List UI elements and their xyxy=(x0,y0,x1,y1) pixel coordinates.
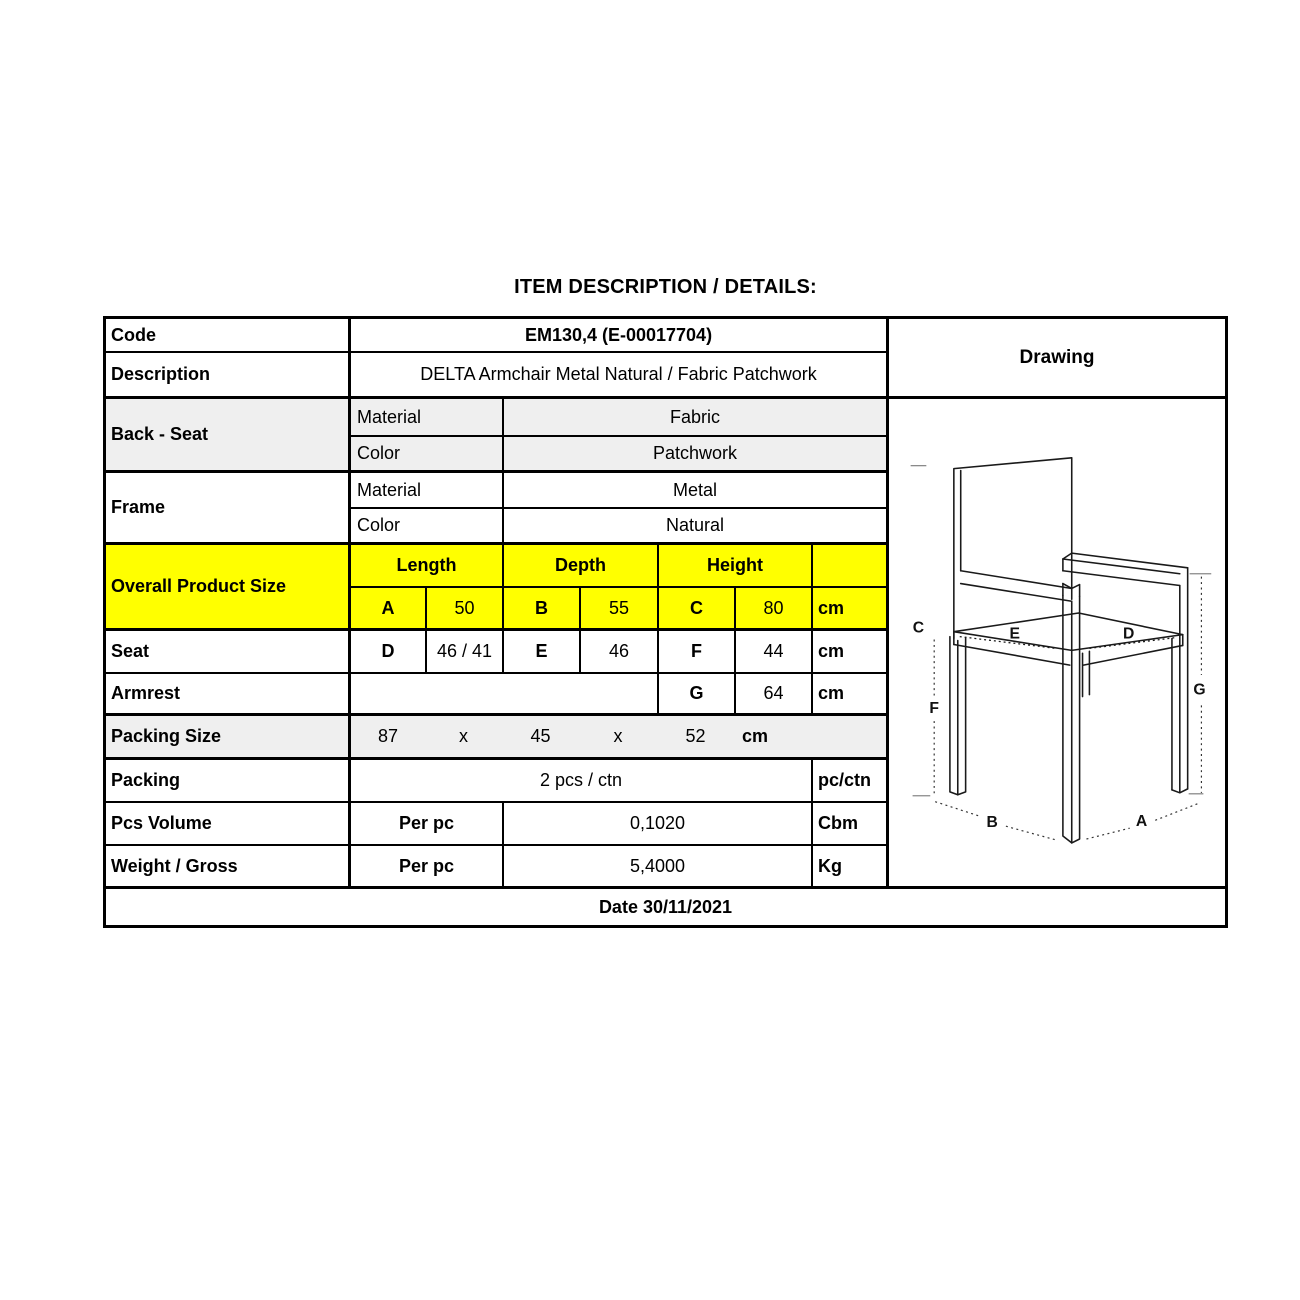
back-seat-label: Back - Seat xyxy=(106,399,351,473)
weight-per: Per pc xyxy=(351,846,504,889)
packing-size-value xyxy=(351,716,889,760)
back-seat-material-label: Material xyxy=(351,399,504,437)
seat-unit: cm xyxy=(813,631,889,674)
dim-b-key: B xyxy=(504,588,581,631)
dim-label-f: F xyxy=(929,700,939,718)
packing-value: 2 pcs / ctn xyxy=(351,760,813,803)
frame-color-value: Natural xyxy=(504,509,889,545)
back-seat-color-label: Color xyxy=(351,437,504,473)
chair-right-armrest xyxy=(1063,553,1188,585)
dim-b-value: 55 xyxy=(581,588,659,631)
chair-left-armrest xyxy=(961,571,1080,601)
length-header: Length xyxy=(351,545,504,588)
dim-f-key: F xyxy=(659,631,736,674)
chair-seat xyxy=(954,613,1183,665)
packing-size-x1: x xyxy=(459,726,468,746)
chair-right-leg xyxy=(1172,568,1188,793)
dim-a-key: A xyxy=(351,588,427,631)
packing-size-unit: cm xyxy=(742,726,769,746)
packing-label: Packing xyxy=(106,760,351,803)
page-title: ITEM DESCRIPTION / DETAILS: xyxy=(514,276,817,298)
dim-a-value: 50 xyxy=(427,588,504,631)
height-header: Height xyxy=(659,545,813,588)
packing-size-x2: x xyxy=(613,726,623,746)
frame-label: Frame xyxy=(106,473,351,545)
dim-g-key: G xyxy=(659,674,736,716)
packing-size-label: Packing Size xyxy=(106,716,351,760)
chair-backrest xyxy=(954,458,1072,639)
dim-e-key: E xyxy=(504,631,581,674)
weight-unit: Kg xyxy=(813,846,889,889)
code-label: Code xyxy=(106,319,351,353)
drawing-panel xyxy=(889,399,1225,889)
spec-table xyxy=(103,316,1228,928)
packing-size-v2: 45 xyxy=(530,726,551,746)
chair-front-leg xyxy=(1063,595,1080,843)
chair-back-leg xyxy=(1083,651,1090,696)
dim-label-e: E xyxy=(1009,625,1020,643)
dim-c-value: 80 xyxy=(736,588,813,631)
dim-label-a: A xyxy=(1135,813,1148,831)
frame-material-value: Metal xyxy=(504,473,889,509)
frame-material-label: Material xyxy=(351,473,504,509)
pcs-volume-label: Pcs Volume xyxy=(106,803,351,846)
description-label: Description xyxy=(106,353,351,399)
packing-unit: pc/ctn xyxy=(813,760,889,803)
overall-unit-spacer xyxy=(813,545,889,588)
pcs-volume-per: Per pc xyxy=(351,803,504,846)
depth-header: Depth xyxy=(504,545,659,588)
dim-label-g: G xyxy=(1193,681,1206,699)
dim-label-d: D xyxy=(1123,625,1135,643)
dim-e-value: 46 xyxy=(581,631,659,674)
armrest-label: Armrest xyxy=(106,674,351,716)
date-row: Date 30/11/2021 xyxy=(106,889,1225,925)
dim-d-value: 46 / 41 xyxy=(427,631,504,674)
dim-label-c: C xyxy=(912,619,925,637)
chair-left-leg xyxy=(950,637,966,795)
code-value: EM130,4 (E-00017704) xyxy=(351,319,889,353)
weight-value: 5,4000 xyxy=(504,846,813,889)
packing-size-v1: 87 xyxy=(377,726,399,746)
description-value: DELTA Armchair Metal Natural / Fabric Patchwork xyxy=(351,353,889,399)
frame-color-label: Color xyxy=(351,509,504,545)
drawing-header: Drawing xyxy=(889,319,1225,399)
back-seat-color-value: Patchwork xyxy=(504,437,889,473)
pcs-volume-value: 0,1020 xyxy=(504,803,813,846)
back-seat-material-value: Fabric xyxy=(504,399,889,437)
dim-g-value: 64 xyxy=(736,674,813,716)
overall-size-label: Overall Product Size xyxy=(106,545,351,631)
armrest-unit: cm xyxy=(813,674,889,716)
overall-unit: cm xyxy=(813,588,889,631)
chair-drawing xyxy=(889,399,1225,886)
weight-label: Weight / Gross xyxy=(106,846,351,889)
dim-f-value: 44 xyxy=(736,631,813,674)
seat-label: Seat xyxy=(106,631,351,674)
dim-c-key: C xyxy=(659,588,736,631)
dim-d-key: D xyxy=(351,631,427,674)
dimension-lines xyxy=(934,577,1201,840)
dim-label-b: B xyxy=(986,814,998,832)
packing-size-v3: 52 xyxy=(685,726,706,746)
pcs-volume-unit: Cbm xyxy=(813,803,889,846)
armrest-empty xyxy=(351,674,659,716)
